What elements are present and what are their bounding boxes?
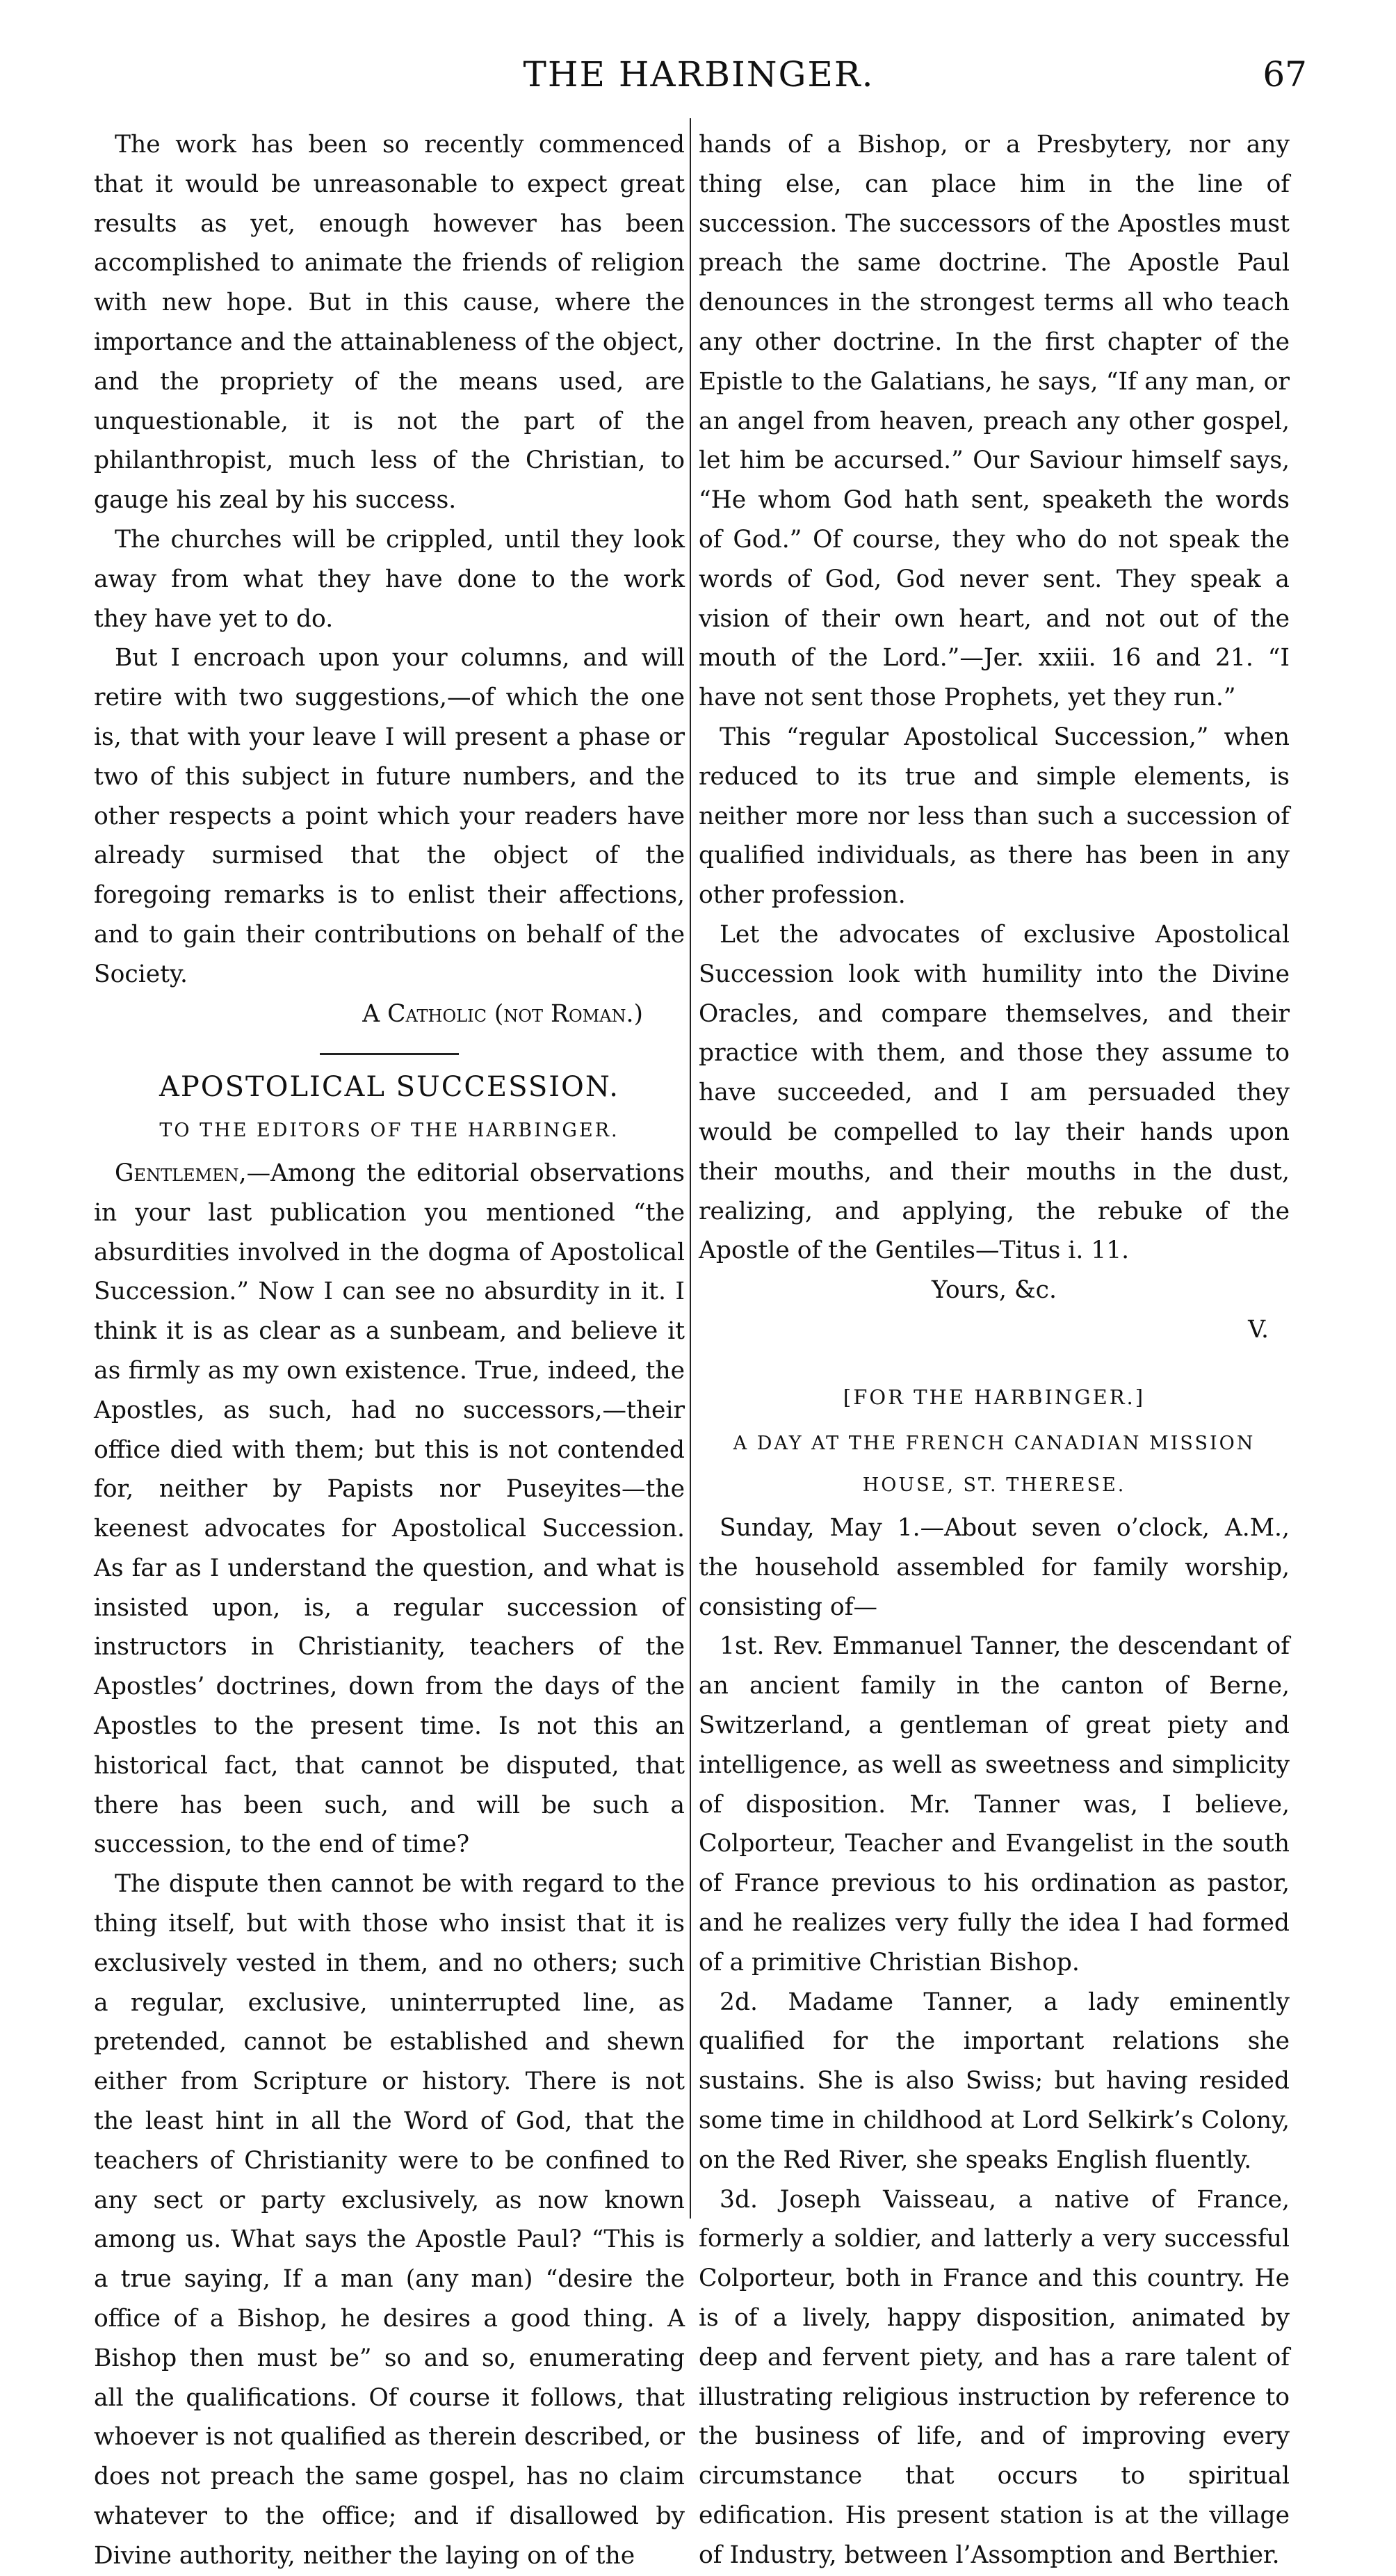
article-paragraph: This “regular Apostolical Succession,” when reduced to its true and simple elements, is neither more nor less than such a succession of qualified individuals, as there has been in any other profession. (699, 723, 1290, 910)
author-initial: V. (1248, 1315, 1269, 1344)
article-paragraph: hands of a Bishop, or a Presbytery, nor any thing else, can place him in the line of succession. The successors of the Apostles must preach the same doctrine. The Apostle Paul denounces in the strongest terms all who teach any other doctrine. In the first chapter of the Epistle to the Galatians, he says, “If any man, or an angel from heaven, preach any other gospel, let him be accursed.” Our Saviour himself says, “He whom God hath sent, speaketh the words of God.” Of course, they who do not speak the words of God, God never sent. They speak a vision of their own heart, and not out of the mouth of the Lord.”—Jer. xxiii. 16 and 21. “I have not sent those Prophets, yet they run.” (699, 131, 1290, 712)
article-paragraph: The work has been so recently commenced that it would be unreasonable to expect great results as yet, enough however has been accomplished to animate the friends of religion with new hope. But in this cause, where the importance and the attainableness of the object, and the propriety of the means used, are unquestionable, it is not the part of the philanthropist, much less of the Christian, to gauge his zeal by his success. (94, 131, 685, 515)
closing: Yours, &c. (932, 1276, 1057, 1305)
page-header (90, 54, 1307, 110)
article-paragraph: Sunday, May 1.—About seven o’clock, A.M., the household assembled for family worship, consisting of— (699, 1514, 1290, 1621)
article-paragraph: The dispute then cannot be with regard to the thing itself, but with those who insist that it is exclusively vested in them, and no others; such a regular, exclusive, uninterrupted line, as pretended, cannot be established and shewn either from Scripture or history. There is not the least hint in all the Word of God, that the teachers of Christianity were to be confined to any sect or party exclusively, as now known among us. What says the Apostle Paul? “This is a true saying, If a man (any man) “desire the office of a Bishop, he desires a good thing. A Bishop then must be” so and so, enumerating all the qualifications. Of course it follows, that whoever is not qualified as therein described, or does not preach the same gospel, has no claim whatever to the office; and if disallowed by Divine authority, neither the laying on of the (94, 1870, 685, 2570)
column-divider (690, 118, 691, 2219)
salutation: Gentlemen, (115, 1159, 247, 1187)
section-title: APOSTOLICAL SUCCESSION. (159, 1071, 619, 1104)
left-column (94, 125, 685, 2576)
running-title: THE HARBINGER. (523, 54, 875, 95)
section-title-continued: HOUSE, ST. THERESE. (862, 1474, 1126, 1497)
article-paragraph: The churches will be crippled, until they look away from what they have done to the work they have yet to do. (94, 525, 685, 633)
right-column (699, 125, 1290, 2575)
article-paragraph: 2d. Madame Tanner, a lady eminently qualified for the important relations she sustains. She is also Swiss; but having resided some time in childhood at Lord Selkirk’s Colony, on the Red River, she speaks English fluently. (699, 1988, 1290, 2174)
article-paragraph: 3d. Joseph Vaisseau, a native of France, formerly a soldier, and latterly a very successful Colporteur, both in France and this country. He is of a lively, happy disposition, animated by deep and fervent piety, and has a rare talent of illustrating religious instruction by reference to the business of life, and of improving every circumstance that occurs to spiritual edification. His present station is at the village of Industry, between l’Assomption and Berthier. (699, 2185, 1290, 2569)
paragraph-text: —Among the editorial observations in your last publication you mentioned “the absurdities involved in the dogma of Apostolical Succession.” Now I can see no absurdity in it. I think it is as clear as a sunbeam, and believe it as firmly as my own existence. True, indeed, the Apostles, as such, had no successors,—their office died with them; but this is not contended for, neither by Papists nor Puseyites—the keenest advocates for Apostolical Succession. As far as I understand the question, and what is insisted upon, is, a regular succession of instructors in Christianity, teachers of the Apostles’ doctrines, down from the days of the Apostles to the present time. Is not this an historical fact, that cannot be disputed, that there has been such, and will be such a succession, to the end of time? (94, 1159, 685, 1859)
section-rule (320, 1053, 459, 1055)
bracket-heading: [FOR THE HARBINGER.] (843, 1385, 1146, 1409)
article-paragraph: Let the advocates of exclusive Apostolical Succession look with humility into the Divine Oracles, and compare themselves, and their practice with them, and those they assume to have succeeded, and I am persuaded they would be compelled to lay their hands upon their mouths, and their mouths in the dust, realizing, and applying, the rebuke of the Apostle of the Gentiles—Titus i. 11. (699, 920, 1290, 1265)
section-subtitle: TO THE EDITORS OF THE HARBINGER. (159, 1120, 619, 1142)
section-title: A DAY AT THE FRENCH CANADIAN MISSION (733, 1432, 1256, 1454)
signature: A Catholic (not Roman.) (362, 999, 643, 1028)
article-paragraph (94, 1154, 685, 1865)
page-number: 67 (1263, 54, 1307, 95)
article-paragraph: 1st. Rev. Emmanuel Tanner, the descendant of an ancient family in the canton of Berne, Switzerland, a gentleman of great piety and intelligence, as well as sweetness and simplicity of disposition. Mr. Tanner was, I believe, Colporteur, Teacher and Evangelist in the south of France previous to his ordination as pastor, and he realizes very fully the idea I had formed of a primitive Christian Bishop. (699, 1632, 1290, 1977)
article-paragraph: But I encroach upon your columns, and will retire with two suggestions,—of which the one is, that with your leave I will present a phase or two of this subject in future numbers, and the other respects a point which your readers have already surmised that the object of the foregoing remarks is to enlist their affections, and to gain their contributions on behalf of the Society. (94, 644, 685, 988)
